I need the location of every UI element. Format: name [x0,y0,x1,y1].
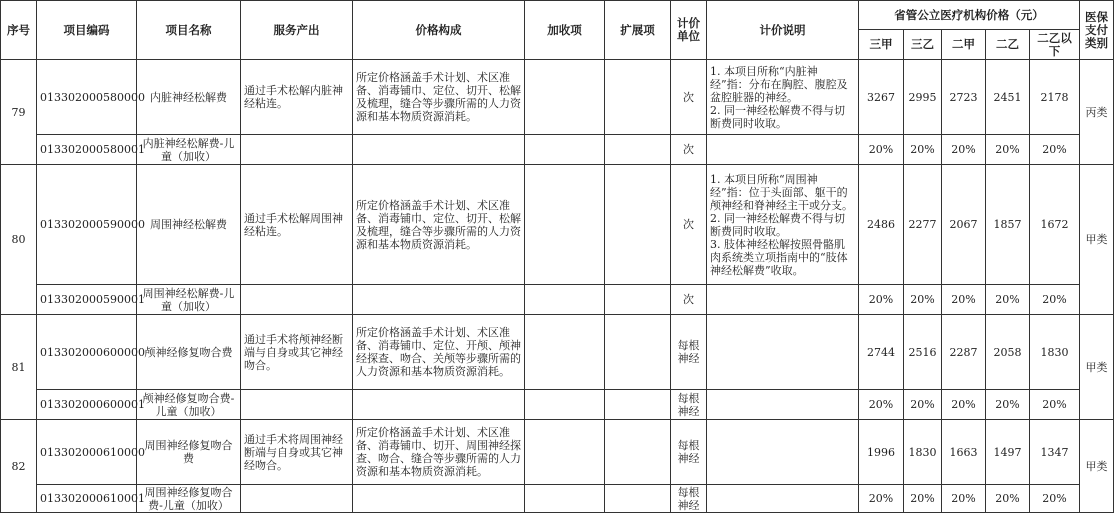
cell-code: 013302000610001 [37,485,137,513]
cell-unit: 每根神经 [671,485,707,513]
cell-addon [525,315,605,390]
cell-composition: 所定价格涵盖手术计划、术区准备、消毒铺巾、定位、开颅、颅神经探查、吻合、关颅等步骤所需的人力资源和基本物质资源消耗。 [353,315,525,390]
header-composition: 价格构成 [353,1,525,60]
cell-price: 1996 [859,420,904,485]
cell-price: 20% [904,135,942,165]
cell-price: 20% [942,285,986,315]
table-row-child [1,485,1114,513]
header-code: 项目编码 [37,1,137,60]
table-row [1,60,1114,135]
cell-addon [525,285,605,315]
cell-price: 20% [942,390,986,420]
explain-line: 3. 肢体神经松解按照骨骼肌肉系统类立项指南中的“肢体神经松解费”收取。 [710,237,848,277]
header-price-group: 省管公立医疗机构价格（元） [859,1,1080,30]
table-row [1,315,1114,390]
cell-composition: 所定价格涵盖手术计划、术区准备、消毒铺巾、定位、切开、松解及梳理，缝合等步骤所需的人力资源和基本物质资源消耗。 [353,60,525,135]
cell-name: 周围神经修复吻合费 [137,420,241,485]
cell-price: 20% [904,390,942,420]
cell-explain [707,165,859,285]
cell-price: 2486 [859,165,904,285]
cell-service [241,390,353,420]
cell-addon [525,135,605,165]
cell-name: 周围神经松解费-儿童（加收） [137,285,241,315]
cell-price: 20% [1030,285,1080,315]
cell-insurance: 甲类 [1080,420,1114,513]
cell-price: 1830 [1030,315,1080,390]
cell-composition [353,485,525,513]
cell-service [241,135,353,165]
cell-addon [525,420,605,485]
cell-price: 20% [859,135,904,165]
cell-insurance: 甲类 [1080,165,1114,315]
cell-explain [707,285,859,315]
cell-price: 2287 [942,315,986,390]
cell-ext [605,485,671,513]
cell-price: 20% [859,390,904,420]
cell-price: 2723 [942,60,986,135]
cell-explain [707,420,859,485]
cell-insurance: 甲类 [1080,315,1114,420]
cell-code: 013302000610000 [37,420,137,485]
cell-unit: 次 [671,60,707,135]
cell-addon [525,60,605,135]
cell-code: 013302000590000 [37,165,137,285]
header-ext: 扩展项 [605,1,671,60]
cell-price: 1497 [986,420,1030,485]
cell-name: 颅神经修复吻合费-儿童（加收） [137,390,241,420]
cell-service: 通过手术松解内脏神经粘连。 [241,60,353,135]
header-grade: 二乙以下 [1030,30,1080,60]
cell-ext [605,165,671,285]
cell-composition: 所定价格涵盖手术计划、术区准备、消毒铺巾、切开、周围神经探查、吻合、缝合等步骤所需的人力资源和基本物质资源消耗。 [353,420,525,485]
cell-seq: 81 [1,315,37,420]
cell-name: 周围神经修复吻合费-儿童（加收） [137,485,241,513]
cell-price: 20% [1030,485,1080,513]
cell-price: 20% [942,485,986,513]
table-row [1,420,1114,485]
cell-name: 内脏神经松解费 [137,60,241,135]
cell-insurance: 丙类 [1080,60,1114,165]
cell-ext [605,420,671,485]
cell-price: 1857 [986,165,1030,285]
cell-price: 20% [904,485,942,513]
cell-code: 013302000580000 [37,60,137,135]
cell-price: 20% [986,485,1030,513]
cell-seq: 79 [1,60,37,165]
cell-price: 1672 [1030,165,1080,285]
cell-code: 013302000600000 [37,315,137,390]
cell-price: 20% [986,135,1030,165]
table-row-child [1,285,1114,315]
header-explain: 计价说明 [707,1,859,60]
explain-line: 1. 本项目所称“周围神经”指：位于头面部、躯干的颅神经和脊神经主干或分支。 [710,172,853,212]
cell-price: 20% [942,135,986,165]
cell-ext [605,315,671,390]
cell-addon [525,390,605,420]
cell-composition [353,285,525,315]
cell-unit: 次 [671,165,707,285]
explain-line: 2. 同一神经松解费不得与切断费同时收取。 [710,211,845,238]
explain-line: 1. 本项目所称“内脏神经”指：分布在胸腔、腹腔及盆腔脏器的神经。 [710,64,848,104]
cell-service: 通过手术将周围神经断端与自身或其它神经吻合。 [241,420,353,485]
cell-seq: 80 [1,165,37,315]
cell-price: 3267 [859,60,904,135]
cell-price: 20% [1030,390,1080,420]
cell-unit: 每根神经 [671,420,707,485]
cell-ext [605,390,671,420]
cell-composition [353,135,525,165]
cell-service: 通过手术将颅神经断端与自身或其它神经吻合。 [241,315,353,390]
cell-price: 1830 [904,420,942,485]
cell-price: 2067 [942,165,986,285]
cell-price: 2178 [1030,60,1080,135]
cell-code: 013302000590001 [37,285,137,315]
header-name: 项目名称 [137,1,241,60]
header-grade: 三甲 [859,30,904,60]
cell-ext [605,60,671,135]
table-row-child [1,135,1114,165]
header-insurance: 医保支付类别 [1080,1,1114,60]
cell-price: 2451 [986,60,1030,135]
cell-price: 20% [986,285,1030,315]
table-row-child [1,390,1114,420]
cell-service [241,285,353,315]
cell-addon [525,485,605,513]
header-grade: 二乙 [986,30,1030,60]
cell-composition [353,390,525,420]
table-row [1,165,1114,285]
cell-price: 20% [859,285,904,315]
cell-seq: 82 [1,420,37,513]
cell-unit: 每根神经 [671,390,707,420]
header-unit: 计价单位 [671,1,707,60]
explain-line: 2. 同一神经松解费不得与切断费同时收取。 [710,103,845,130]
cell-price: 2516 [904,315,942,390]
cell-price: 2058 [986,315,1030,390]
cell-price: 2995 [904,60,942,135]
cell-price: 1663 [942,420,986,485]
cell-name: 内脏神经松解费-儿童（加收） [137,135,241,165]
header-grade: 三乙 [904,30,942,60]
cell-unit: 每根神经 [671,315,707,390]
cell-unit: 次 [671,285,707,315]
cell-price: 20% [859,485,904,513]
header-seq: 序号 [1,1,37,60]
cell-unit: 次 [671,135,707,165]
cell-composition: 所定价格涵盖手术计划、术区准备、消毒铺巾、定位、切开、松解及梳理，缝合等步骤所需的人力资源和基本物质资源消耗。 [353,165,525,285]
cell-price: 20% [1030,135,1080,165]
cell-explain [707,390,859,420]
cell-ext [605,285,671,315]
cell-name: 颅神经修复吻合费 [137,315,241,390]
header-grade: 二甲 [942,30,986,60]
cell-code: 013302000600001 [37,390,137,420]
cell-price: 1347 [1030,420,1080,485]
header-service: 服务产出 [241,1,353,60]
cell-name: 周围神经松解费 [137,165,241,285]
cell-ext [605,135,671,165]
cell-price: 20% [904,285,942,315]
cell-addon [525,165,605,285]
cell-service: 通过手术松解周围神经粘连。 [241,165,353,285]
cell-explain [707,135,859,165]
cell-explain [707,60,859,135]
cell-price: 2277 [904,165,942,285]
header-addon: 加收项 [525,1,605,60]
cell-price: 2744 [859,315,904,390]
cell-code: 013302000580001 [37,135,137,165]
cell-service [241,485,353,513]
cell-explain [707,315,859,390]
cell-price: 20% [986,390,1030,420]
cell-explain [707,485,859,513]
